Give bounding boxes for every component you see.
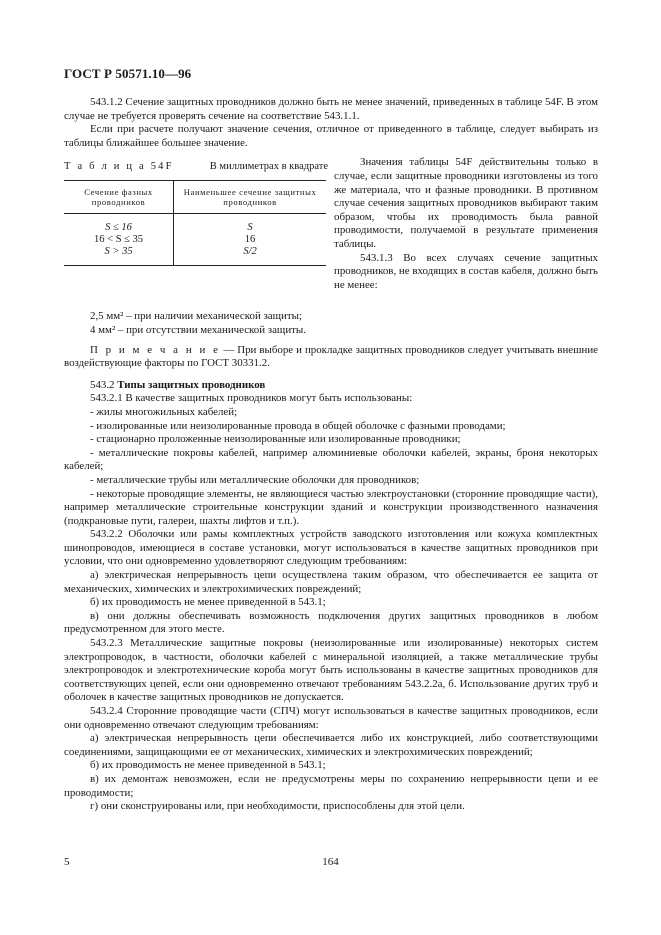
list-item: - некоторые проводящие элементы, не являющиеся частью электроустановки (сторонние проводящие части), например металлические строительные конструкции зданий и конструкции производственного назначения (подкрановые пути, галереи, шахты лифтов и т.п.). [64, 487, 598, 527]
table-cell-phase: 16 < S ≤ 35 [94, 233, 144, 245]
paragraph-543-1-3: 543.1.3 Во всех случаях сечение защитных проводников, не входящих в состав кабеля, должно быть не менее: [334, 251, 598, 291]
table-cell-protective: S/2 [174, 246, 326, 266]
table-cell-phase: S > 35 [64, 246, 174, 266]
list-item: в) они должны обеспечивать возможность подключения других защитных проводников в любом предусмотренном для этого месте. [64, 609, 598, 636]
footer-sheet-number: 5 [64, 856, 70, 868]
section-number: 543.2 [90, 378, 118, 391]
table-heading [64, 160, 328, 174]
table-cell-protective: 16 [174, 234, 326, 246]
list-item: а) электрическая непрерывность цепи осуществлена таким образом, что обеспечивается ее защита от механических, химических и электрохимических повреждений; [64, 569, 598, 595]
table-units: В миллиметрах в квадрате [209, 161, 328, 173]
list-item: б) их проводимость не менее приведенной в 543.1; [90, 759, 326, 772]
table-cell-protective: S [174, 213, 326, 233]
list-item: - жилы многожильных кабелей; [90, 405, 238, 418]
table-row [64, 246, 326, 266]
list-item: б) их проводимость не менее приведенной в 543.1; [90, 596, 326, 609]
list-item: г) они сконструированы или, при необходимости, приспособлены для этой цели. [90, 800, 465, 813]
table-col-protective-header: Наименьшее сечение защитных проводников [174, 180, 326, 213]
list-item: а) электрическая непрерывность цепи обеспечивается либо их конструкцией, либо соответствующими соединениями, защищающими ее от механических, химических и электрохимических повреждений; [64, 732, 598, 758]
section-title: Типы защитных проводников [117, 378, 266, 391]
paragraph-543-1-2: 543.1.2 Сечение защитных проводников должно быть не менее значений, приведенных в таблице 54F. В этом случае не требуется проверять сечение на соответствие 543.1.1. [64, 96, 598, 122]
table-col-phase-header: Сечение фазных проводников [64, 180, 174, 213]
right-column-text [334, 156, 598, 292]
paragraph-calc: Если при расчете получают значение сечения, отличное от приведенного в таблице, следует выбирать из таблицы ближайшее большее значение. [64, 123, 598, 149]
table-cell-phase: S ≤ 16 [105, 221, 132, 233]
paragraph-543-2-1: 543.2.1 В качестве защитных проводников могут быть использованы: [90, 392, 413, 405]
list-item: в) их демонтаж невозможен, если не предусмотрены меры по сохранению непрерывности цепи и ее проводимости; [64, 772, 598, 799]
document-header: ГОСТ Р 50571.10—96 [64, 66, 192, 81]
note-label: П р и м е ч а н и е [90, 343, 221, 356]
note-text: — При выборе и прокладке защитных проводников следует учитывать внешние воздействующие факторы по ГОСТ 30331.2. [64, 343, 598, 370]
paragraph-543-2-3: 543.2.3 Металлические защитные покровы (неизолированные или изолированные) некоторых систем электропроводок, в частности, оболочки кабелей с минеральной изоляцией, а также металлические трубы электропроводок и электротехнические короба могут быть использованы в качестве защитных проводников для соответствующих цепей, если они одновременно отвечают требованиям 543.2.2а, б. Использование других труб и оболочек в качестве защитных проводников не допускается. [64, 637, 598, 704]
paragraph-table-validity: Значения таблицы 54F действительны только в случае, если защитные проводники изготовлены из того же материала, что и фазные проводники. В противном случае сечения защитных проводников выбирают таким образом, чтобы их проводимость была равной проводимости, получаемой в результате применения таблицы. [334, 156, 598, 250]
paragraph-543-2-2: 543.2.2 Оболочки или рамы комплектных устройств заводского изготовления или кожуха комплектных шинопроводов, имеющиеся в составе установки, могут использоваться в качестве защитных проводников при условии, что они одновременно удовлетворяют следующим требованиям: [64, 528, 598, 568]
list-item: - изолированные или неизолированные провода в общей оболочке с фазными проводами; [90, 419, 506, 432]
mech-protection-line-2: 4 мм² – при отсутствии механической защиты. [90, 323, 306, 336]
footer-page-number: 164 [322, 856, 339, 868]
table-column [64, 156, 328, 266]
mech-protection-line-1: 2,5 мм² – при наличии механической защиты; [90, 310, 302, 323]
document-body [64, 96, 598, 814]
table-name: Т а б л и ц а 54F [64, 161, 174, 173]
paragraph-543-2-4: 543.2.4 Сторонние проводящие части (СПЧ) могут использоваться в качестве защитных проводников, если они одновременно отвечают следующим требованиям: [64, 705, 598, 731]
table-section [64, 156, 598, 310]
list-item: - металлические покровы кабелей, например алюминиевые оболочки кабелей, экраны, броня некоторых кабелей; [64, 446, 598, 473]
section-543-2-heading [64, 379, 598, 393]
list-item: - металлические трубы или металлические оболочки для проводников; [90, 473, 420, 486]
note [64, 344, 598, 371]
table-row [64, 234, 326, 246]
list-item: - стационарно проложенные неизолированные или изолированные проводники; [90, 433, 461, 446]
table-54f [64, 180, 326, 266]
table-row [64, 213, 326, 233]
